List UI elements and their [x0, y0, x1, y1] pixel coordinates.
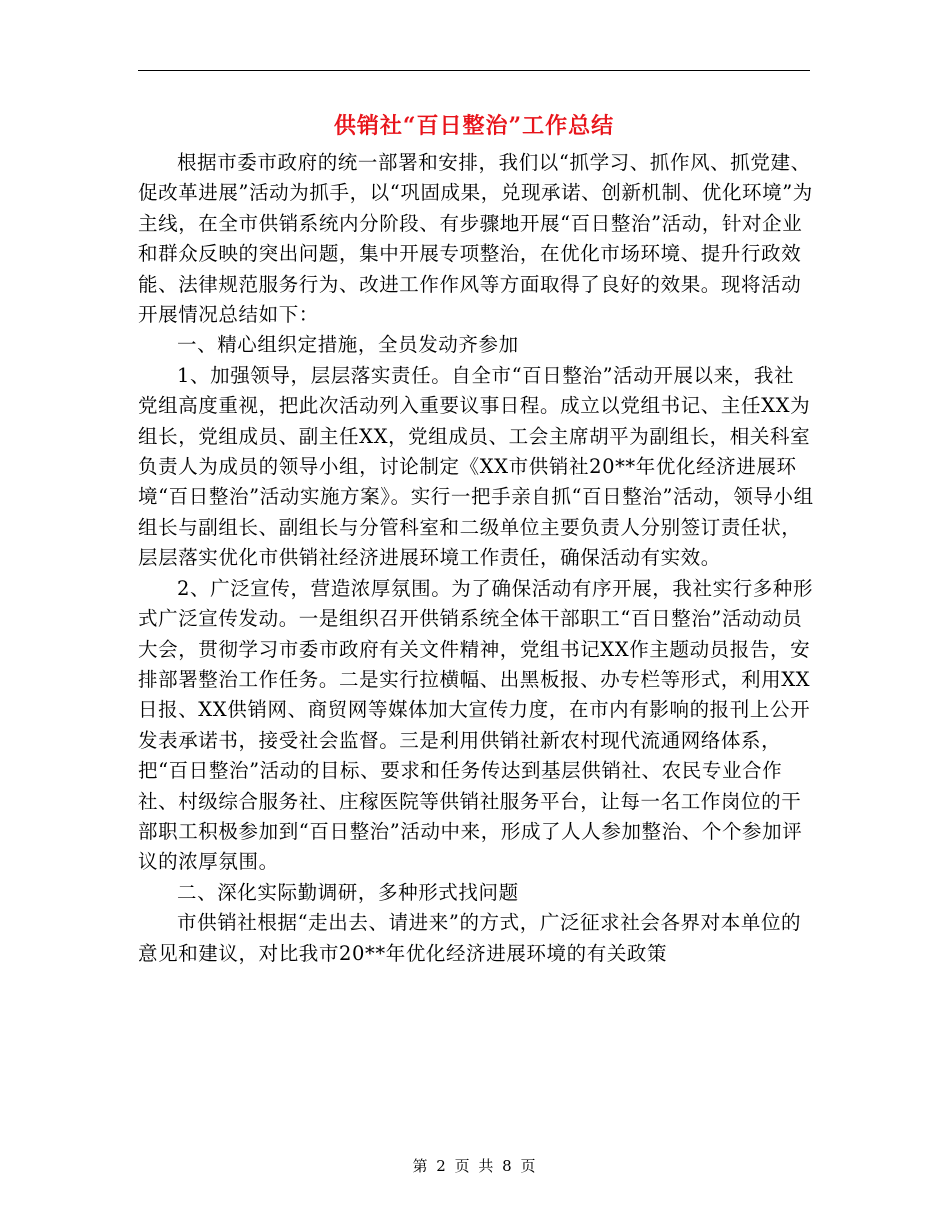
- paragraph-research: 市供销社根据“走出去、请进来”的方式，广泛征求社会各界对本单位的意见和建议，对比我市20**年优化经济进展环境的有关政策: [138, 911, 802, 965]
- page-footer: 第 2 页 共 8 页: [412, 1157, 538, 1175]
- header-rule: [138, 70, 810, 71]
- document-body: [138, 148, 814, 969]
- section-heading-2: 二、深化实际勤调研，多种形式找问题: [177, 880, 519, 904]
- section-heading-1: 一、精心组织定措施，全员发动齐参加: [177, 333, 519, 357]
- document-title: 供销社“百日整治”工作总结: [333, 113, 615, 139]
- paragraph-intro: 根据市委市政府的统一部署和安排，我们以“抓学习、抓作风、抓党建、促改革进展”活动为抓手，以“巩固成果，兑现承诺、创新机制、优化环境”为主线，在全市供销系统内分阶段、有步骤地开展“百日整治”活动，针对企业和群众反映的突出问题，集中开展专项整治，在优化市场环境、提升行政效能、法律规范服务行为、改进工作作风等方面取得了良好的效果。现将活动开展情况总结如下：: [138, 151, 813, 327]
- paragraph-publicity: 2、广泛宣传，营造浓厚氛围。为了确保活动有序开展，我社实行多种形式广泛宣传发动。一是组织召开供销系统全体干部职工“百日整治”活动动员大会，贯彻学习市委市政府有关文件精神，党组书记XX作主题动员报告，安排部署整治工作任务。二是实行拉横幅、出黑板报、办专栏等形式，利用XX日报、XX供销网、商贸网等媒体加大宣传力度，在市内有影响的报刊上公开发表承诺书，接受社会监督。三是利用供销社新农村现代流通网络体系，把“百日整治”活动的目标、要求和任务传达到基层供销社、农民专业合作社、村级综合服务社、庄稼医院等供销社服务平台，让每一名工作岗位的干部职工积极参加到“百日整治”活动中来，形成了人人参加整治、个个参加评议的浓厚氛围。: [138, 576, 814, 874]
- paragraph-leadership: 1、加强领导，层层落实责任。自全市“百日整治”活动开展以来，我社党组高度重视，把此次活动列入重要议事日程。成立以党组书记、主任XX为组长，党组成员、副主任XX，党组成员、工会主席胡平为副组长，相关科室负责人为成员的领导小组，讨论制定《XX市供销社20**年优化经济进展环境“百日整治”活动实施方案》。实行一把手亲自抓“百日整治”活动，领导小组组长与副组长、副组长与分管科室和二级单位主要负责人分别签订责任状，层层落实优化市供销社经济进展环境工作责任，确保活动有实效。: [138, 363, 814, 570]
